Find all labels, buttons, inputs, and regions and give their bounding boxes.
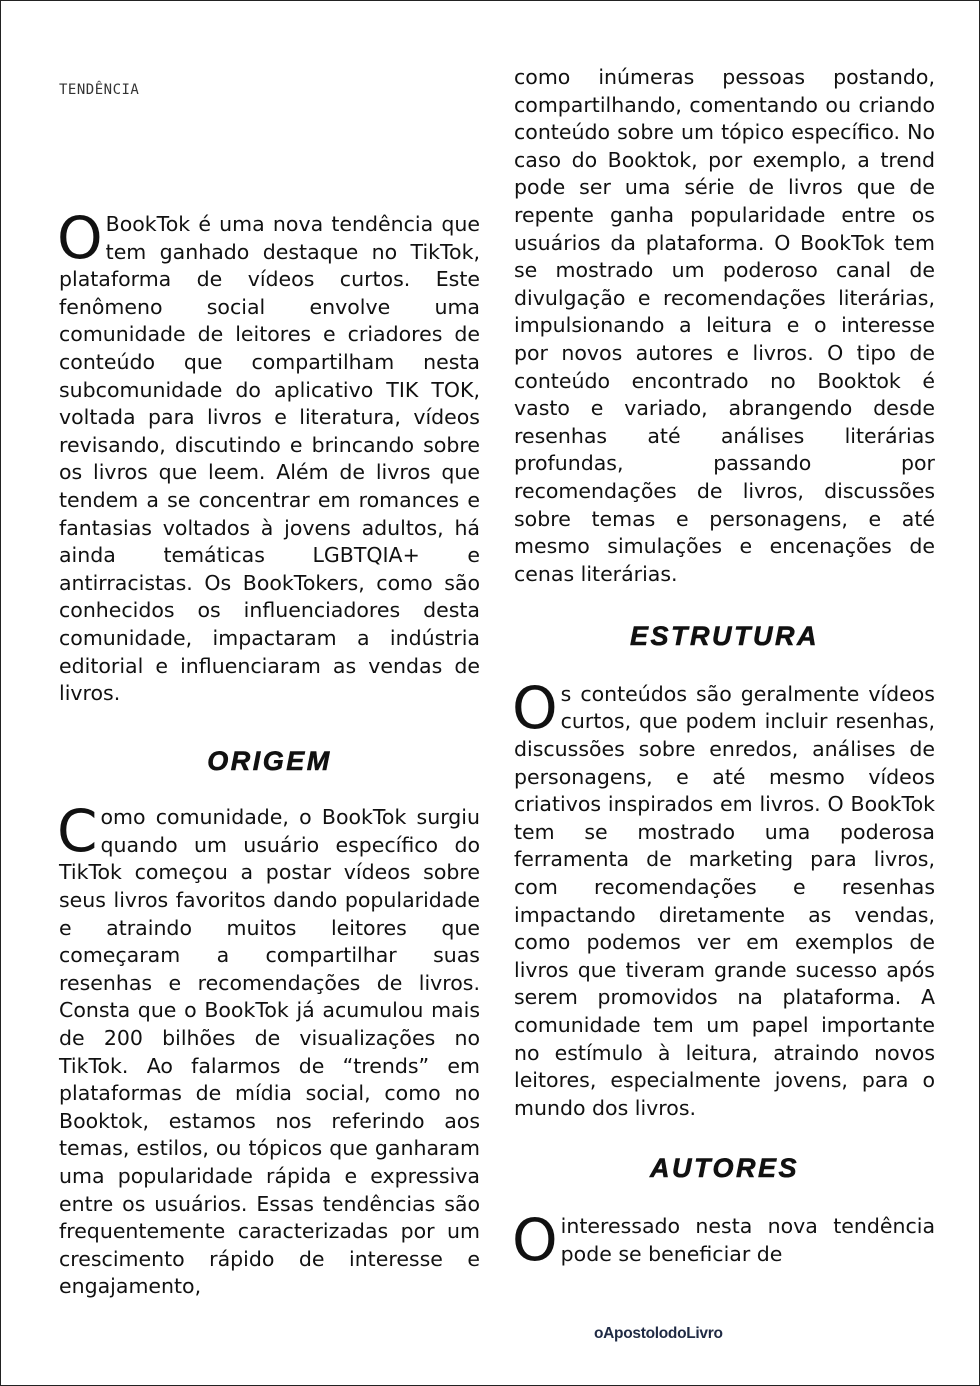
section-tag: TENDÊNCIA bbox=[59, 82, 140, 98]
estrutura-text: s conteúdos são geralmente vídeos curtos, que podem incluir resenhas, discussões sobre enredos, análises de personagens, e até mesmo vídeos criativos inspirados em livros. O BookTok tem se mostrado uma poderosa ferramenta de marketing para livros, com recomendações e resenhas impactando diretamente as vendas, como podemos ver em exemplos de livros que tiveram grande sucesso após serem promovidos na plataforma. A comunidade tem um papel importante no estímulo à leitura, atraindo novos leitores, especialmente jovens, para o mundo dos livros. bbox=[514, 681, 935, 1120]
heading-autores: AUTORES bbox=[649, 1153, 800, 1184]
right-column bbox=[512, 64, 935, 1274]
autores-text: interessado nesta nova tendência pode se beneficiar de bbox=[560, 1213, 935, 1266]
intro-text: BookTok é uma nova tendência que tem ganhado destaque no TikTok, plataforma de vídeos curtos. Este fenômeno social envolve uma comunidade de leitores e criadores de conteúdo que compartilham nesta subcomunidade do aplicativo TIK TOK, voltada para livros e literatura, vídeos revisando, discutindo e brincando sobre os livros que leem. Além de livros que tendem a se concentrar em romances e fantasias voltados à jovens adultos, há ainda temáticas LGBTQIA+ e antirracistas. Os BookTokers, como são conhecidos os influenciadores desta comunidade, impactaram a indústria editorial e influenciaram as vendas de livros. bbox=[59, 212, 480, 706]
left-column bbox=[57, 204, 480, 1301]
footer-brand-logo: oApostolodoLivro bbox=[594, 1325, 723, 1342]
estrutura-paragraph bbox=[512, 673, 935, 1123]
heading-estrutura: ESTRUTURA bbox=[630, 621, 819, 652]
origem-text: omo comunidade, o BookTok surgiu quando um usuário específico do TikTok começou a postar vídeos sobre seus livros favoritos dando popularidade e atraindo muitos leitores que começaram a compartilhar suas resenhas e recomendações de livros. Consta que o BookTok já acumulou mais de 200 bilhões de visualizações no TikTok. Ao falarmos de “trends” em plataformas de mídia social, como no Booktok, estamos nos referindo aos temas, estilos, ou tópicos que ganharam uma popularidade rápida e expressiva entre os usuários. Essas tendências são frequentemente caracterizadas por um crescimento rápido de interesse e engajamento, bbox=[59, 805, 480, 1299]
autores-paragraph bbox=[512, 1205, 935, 1274]
origem-paragraph bbox=[57, 797, 480, 1301]
estrutura-dropcap: O bbox=[512, 673, 558, 742]
intro-paragraph bbox=[57, 204, 480, 708]
autores-dropcap: O bbox=[512, 1205, 558, 1274]
intro-dropcap: O bbox=[57, 204, 103, 272]
heading-origem: ORIGEM bbox=[207, 745, 332, 776]
origem-dropcap: C bbox=[57, 797, 98, 866]
origem-continuation: como inúmeras pessoas postando, compartilhando, comentando ou criando conteúdo sobre um tópico específico. No caso do Booktok, por exemplo, a trend pode ser uma série de livros que de repente ganha popularidade entre os usuários da plataforma. O BookTok tem se mostrado um poderoso canal de divulgação e recomendações literárias, impulsionando a leitura e o interesse por novos autores e livros. O tipo de conteúdo encontrado no Booktok é vasto e variado, abrangendo desde resenhas até análises literárias profundas, passando por recomendações de livros, discussões sobre temas e personagens, e até mesmo simulações e encenações de cenas literárias. bbox=[514, 65, 935, 586]
